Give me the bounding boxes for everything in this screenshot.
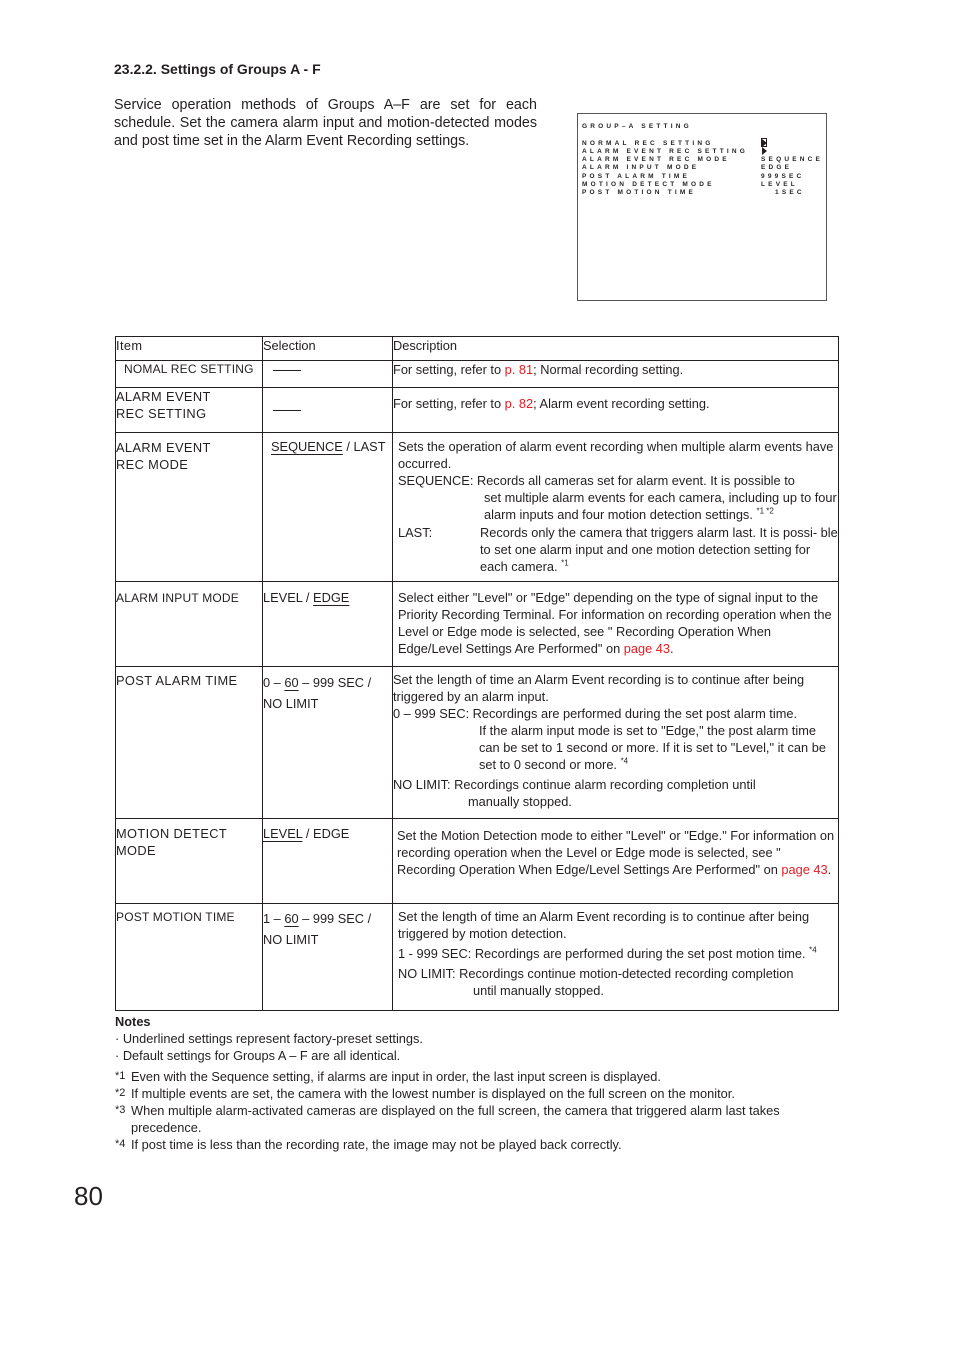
desc-label: LAST: xyxy=(398,525,433,540)
sequence-desc-cont xyxy=(398,489,838,523)
desc-text: . xyxy=(670,641,674,656)
footnote-mark: *2 xyxy=(115,1087,126,1099)
item-line: REC SETTING xyxy=(116,406,207,421)
desc-text: Records all cameras set for alarm event. It is possible to xyxy=(476,473,795,488)
row-description xyxy=(393,582,839,667)
desc-text: Recordings continue motion-detected recording completion xyxy=(455,966,794,981)
desc-text: For setting, refer to xyxy=(393,396,505,411)
desc-text: set multiple alarm events for each camera, including up to four alarm inputs and four motion detection settings. xyxy=(484,490,837,522)
table-row xyxy=(116,904,839,1011)
desc-text: Recordings continue alarm recording completion until xyxy=(450,777,756,792)
range-text: – 999 SEC / xyxy=(298,675,372,690)
footnote-ref: *4 xyxy=(809,945,817,955)
sequence-desc xyxy=(398,472,838,489)
footnote xyxy=(115,1136,835,1153)
osd-row-label: POST MOTION TIME xyxy=(582,189,697,196)
option: EDGE xyxy=(313,826,350,841)
row-item: POST MOTION TIME xyxy=(116,904,263,1011)
row-item xyxy=(116,388,263,433)
no-selection-dash xyxy=(273,410,301,411)
osd-row-label: ALARM EVENT REC MODE xyxy=(582,156,730,163)
note-bullet: · Default settings for Groups A – F are all identical. xyxy=(115,1048,401,1063)
osd-row-value: 999SEC xyxy=(761,173,805,180)
settings-table xyxy=(115,336,839,1011)
row-selection xyxy=(263,667,393,819)
table-row xyxy=(116,667,839,819)
footnote-text: If post time is less than the recording rate, the image may not be played back correctly. xyxy=(131,1137,622,1152)
osd-row-label: ALARM INPUT MODE xyxy=(582,164,700,171)
table-row xyxy=(116,361,839,388)
row-description xyxy=(393,667,839,819)
nolimit-desc xyxy=(398,965,838,982)
desc-text: If the alarm input mode is set to "Edge," the post alarm time can be set to 1 second or more. If it is set to "Level," it can be set to 0 second or more. xyxy=(479,723,826,772)
footnote-ref: *1 *2 xyxy=(756,506,774,516)
selection-line xyxy=(263,672,392,693)
osd-row-label: NORMAL REC SETTING xyxy=(582,140,714,147)
desc-text: Set the length of time an Alarm Event recording is to continue after being triggered by motion detection. xyxy=(398,909,810,941)
row-description xyxy=(393,388,839,433)
desc-text: Recordings are performed during the set post alarm time. xyxy=(469,706,798,721)
nolimit-desc xyxy=(393,776,838,793)
option: NO LIMIT xyxy=(263,696,319,711)
desc-text: Records only the camera that triggers alarm last. It is possi- ble to set one alarm input and one motion detection setting for each camera. xyxy=(480,525,838,574)
notes-section xyxy=(115,1013,835,1153)
osd-title: GROUP–A SETTING xyxy=(582,123,692,130)
header-description: Description xyxy=(393,337,839,361)
row-description xyxy=(393,819,839,904)
default-option: SEQUENCE xyxy=(271,439,343,454)
range-desc xyxy=(393,705,838,722)
row-description xyxy=(393,433,839,582)
selection-line xyxy=(263,908,392,929)
row-description xyxy=(393,904,839,1011)
table-row xyxy=(116,433,839,582)
footnote-ref: *4 xyxy=(620,756,629,766)
footnote xyxy=(115,1068,835,1085)
row-selection xyxy=(263,361,393,388)
page-link[interactable]: p. 81 xyxy=(504,362,534,377)
desc-label: 0 – 999 SEC: xyxy=(393,706,470,721)
note-bullet: · Underlined settings represent factory-preset settings. xyxy=(115,1031,423,1046)
desc-text: ; Alarm event recording setting. xyxy=(533,396,710,411)
footnote-mark: *3 xyxy=(115,1104,126,1116)
desc-text: Sets the operation of alarm event recording when multiple alarm events have occurred. xyxy=(398,439,834,471)
desc-text-wrap xyxy=(480,524,838,575)
range-desc-cont xyxy=(393,722,838,773)
osd-row-value: 1SEC xyxy=(775,189,805,196)
range-text: – 999 SEC / xyxy=(298,911,372,926)
row-item xyxy=(116,819,263,904)
osd-row-value: EDGE xyxy=(761,164,793,171)
row-selection xyxy=(263,582,393,667)
row-item: NOMAL REC SETTING xyxy=(116,361,263,388)
section-heading: 23.2.2. Settings of Groups A - F xyxy=(114,61,321,77)
row-selection xyxy=(263,904,393,1011)
option: LAST xyxy=(353,439,386,454)
desc-text: ; Normal recording setting. xyxy=(533,362,684,377)
desc-text: 1 - 999 SEC: Recordings are performed during the set post motion time. xyxy=(398,946,806,961)
default-option: 60 xyxy=(284,675,299,690)
desc-text: until manually stopped. xyxy=(473,983,604,998)
page-link[interactable]: p. 82 xyxy=(504,396,534,411)
table-row xyxy=(116,582,839,667)
page-number: 80 xyxy=(74,1181,103,1211)
item-line: REC MODE xyxy=(116,457,189,472)
row-selection xyxy=(263,388,393,433)
footnote xyxy=(115,1085,835,1102)
item-line: MOTION DETECT xyxy=(116,826,228,841)
option-separator: / xyxy=(302,590,314,605)
header-selection: Selection xyxy=(263,337,393,361)
page-link[interactable]: page 43 xyxy=(781,862,828,877)
osd-row-label: MOTION DETECT MODE xyxy=(582,181,715,188)
row-item: ALARM INPUT MODE xyxy=(116,582,263,667)
osd-row-value: SEQUENCE xyxy=(761,156,824,163)
default-option: EDGE xyxy=(313,590,350,605)
range-text: 0 – xyxy=(263,675,285,690)
page-link[interactable]: page 43 xyxy=(623,641,671,656)
footnote-mark: *1 xyxy=(115,1070,126,1082)
header-item: Item xyxy=(116,337,263,361)
last-desc xyxy=(398,524,838,575)
desc-text: Set the Motion Detection mode to either "Level" or "Edge." For information on recording operation when the Level or Edge mode is selected, see " Recording Operation When Edge/Level Settings Are Performed" on xyxy=(397,828,835,877)
intro-text: Service operation methods of Groups A–F are set for each schedule. Set the camera alarm input and motion-detected modes and post time set in the Alarm Event Recording settings. xyxy=(114,97,537,149)
table-header-row xyxy=(116,337,839,361)
footnote-text: When multiple alarm-activated cameras are displayed on the full screen, the camera that triggered alarm last takes precedence. xyxy=(131,1103,780,1135)
item-line: ALARM EVENT xyxy=(116,440,211,455)
range-desc xyxy=(398,945,838,962)
row-selection xyxy=(263,433,393,582)
osd-row-label: POST ALARM TIME xyxy=(582,173,691,180)
item-line: MODE xyxy=(116,843,156,858)
row-description xyxy=(393,361,839,388)
desc-text: Set the length of time an Alarm Event recording is to continue after being triggered by an alarm input. xyxy=(393,672,805,704)
arrow-right-icon xyxy=(762,147,767,155)
desc-text: Select either "Level" or "Edge" depending on the type of signal input to the Priority Recording Terminal. For information on recording operation when the Level or Edge mode is selected, see " Recording Operation When Edge/Level Settings Are Performed" on xyxy=(398,590,832,656)
footnote xyxy=(115,1102,835,1136)
row-selection xyxy=(263,819,393,904)
desc-label: NO LIMIT: xyxy=(393,777,451,792)
footnote-ref: *1 xyxy=(561,558,569,568)
desc-text: manually stopped. xyxy=(468,794,572,809)
desc-text: For setting, refer to xyxy=(393,362,505,377)
footnote-mark: *4 xyxy=(115,1138,126,1150)
option: LEVEL xyxy=(263,590,303,605)
option-separator: / xyxy=(302,826,314,841)
notes-title: Notes xyxy=(115,1014,151,1029)
range-text: 1 – xyxy=(263,911,285,926)
item-line: ALARM EVENT xyxy=(116,389,211,404)
desc-label: SEQUENCE: xyxy=(398,473,474,488)
desc-text: . xyxy=(827,862,832,877)
table-row xyxy=(116,819,839,904)
footnote-text: If multiple events are set, the camera with the lowest number is displayed on the full screen on the monitor. xyxy=(131,1086,735,1101)
no-selection-dash xyxy=(273,370,301,371)
arrow-right-icon xyxy=(762,139,767,147)
row-item xyxy=(116,433,263,582)
default-option: 60 xyxy=(284,911,299,926)
osd-row-label: ALARM EVENT REC SETTING xyxy=(582,148,749,155)
osd-screen xyxy=(577,113,827,301)
option-separator: / xyxy=(342,439,354,454)
option: NO LIMIT xyxy=(263,932,319,947)
default-option: LEVEL xyxy=(263,826,303,841)
osd-row-value: LEVEL xyxy=(761,181,798,188)
table-row xyxy=(116,388,839,433)
desc-label: NO LIMIT: xyxy=(398,966,456,981)
footnote-text: Even with the Sequence setting, if alarms are input in order, the last input screen is displayed. xyxy=(131,1069,661,1084)
row-item: POST ALARM TIME xyxy=(116,667,263,819)
intro-paragraph xyxy=(114,96,537,150)
